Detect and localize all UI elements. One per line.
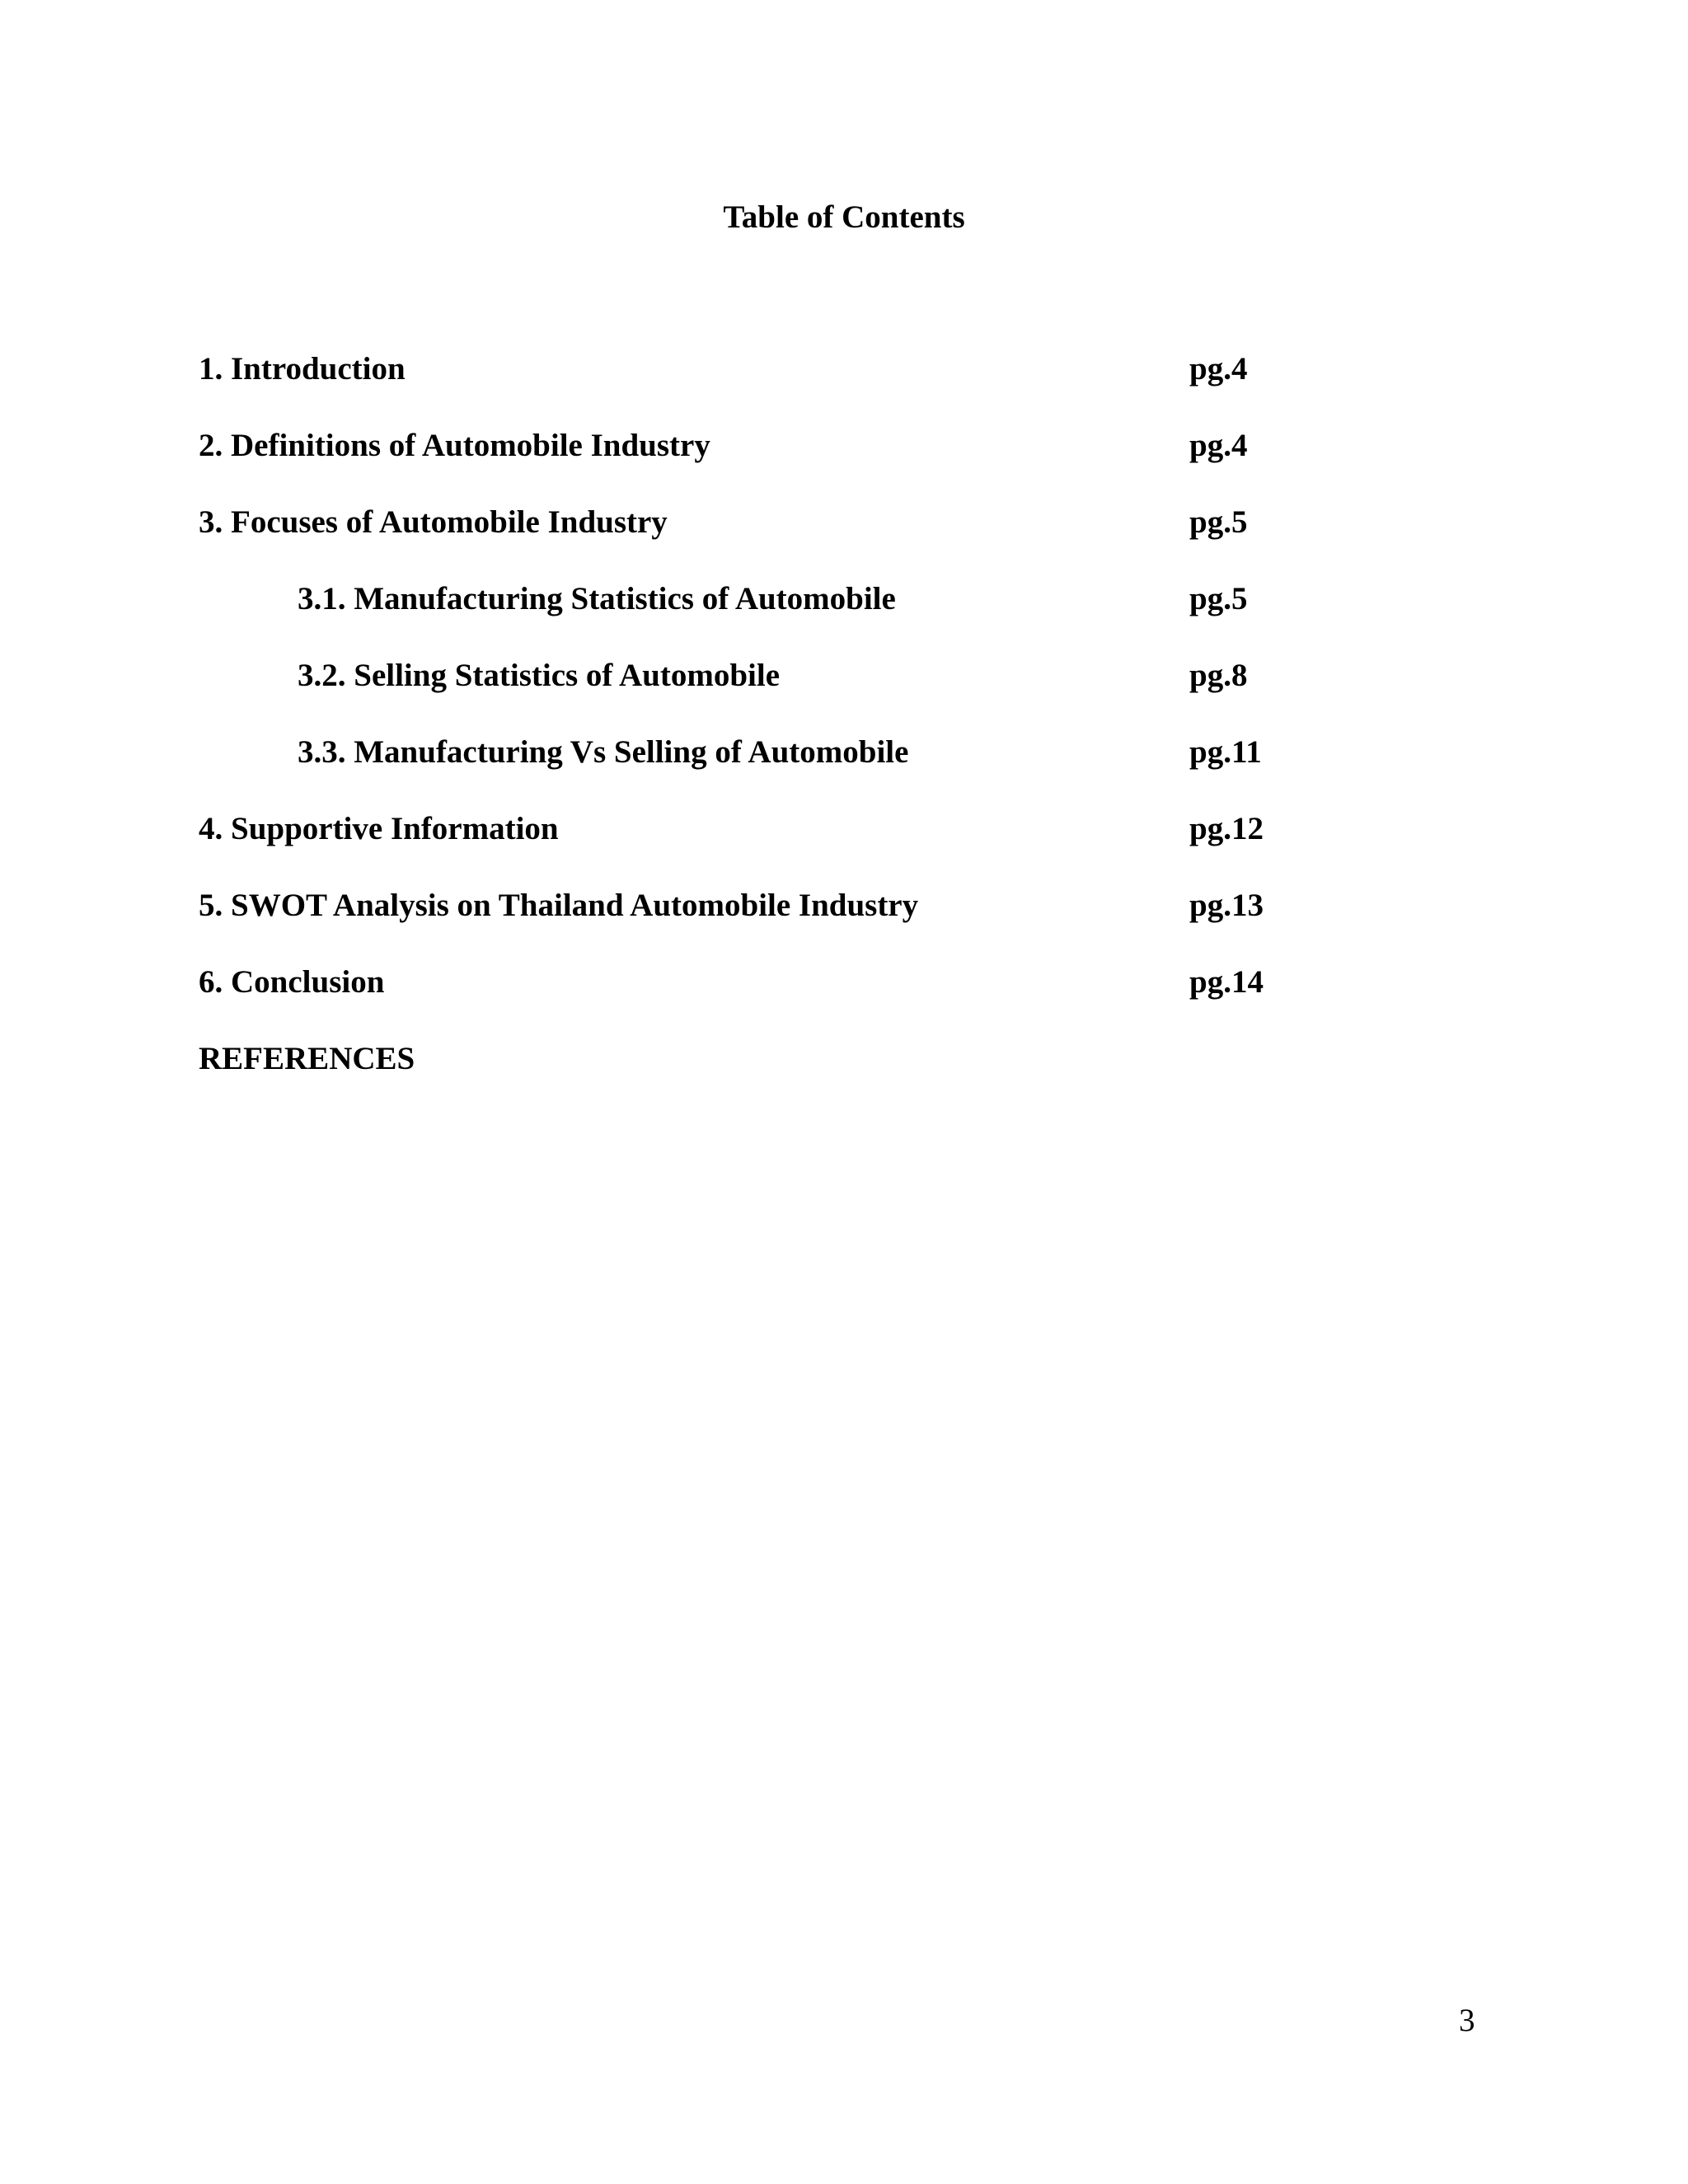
- page-number: 3: [1459, 2003, 1475, 2038]
- toc-entry-page: pg.4: [1189, 351, 1248, 387]
- toc-entry-page: pg.8: [1189, 658, 1248, 693]
- toc-entry-page: pg.14: [1189, 964, 1264, 1000]
- toc-entry-manufacturing-statistics: [199, 576, 1517, 653]
- toc-entry-label: 3.2. Selling Statistics of Automobile: [298, 658, 781, 693]
- toc-entry-page: pg.12: [1189, 811, 1264, 846]
- toc-entry-page: pg.5: [1189, 581, 1248, 616]
- toc-entry-page: pg.13: [1189, 888, 1264, 923]
- toc-entry-selling-statistics: [199, 653, 1517, 729]
- toc-entry-page: pg.11: [1189, 734, 1262, 770]
- toc-entry-page: pg.4: [1189, 428, 1248, 463]
- toc-entry-manufacturing-vs-selling: [199, 729, 1517, 806]
- toc-entry-label: 3. Focuses of Automobile Industry: [199, 504, 668, 540]
- toc-entry-page: pg.5: [1189, 504, 1248, 540]
- toc-entry-label: 2. Definitions of Automobile Industry: [199, 428, 710, 463]
- toc-entry-label: 5. SWOT Analysis on Thailand Automobile Industry: [199, 888, 919, 923]
- toc-entry-introduction: [199, 346, 1517, 423]
- toc-entry-label: 3.3. Manufacturing Vs Selling of Automobile: [298, 734, 909, 770]
- toc-entry-label: 3.1. Manufacturing Statistics of Automobile: [298, 581, 896, 616]
- toc-title: Table of Contents: [723, 199, 965, 235]
- toc-entry-conclusion: [199, 959, 1517, 1036]
- toc-list: [199, 346, 1517, 1113]
- toc-entry-label: REFERENCES: [199, 1041, 415, 1076]
- toc-entry-label: 6. Conclusion: [199, 964, 385, 1000]
- toc-entry-definitions: [199, 423, 1517, 499]
- toc-entry-label: 4. Supportive Information: [199, 811, 559, 846]
- toc-entry-label: 1. Introduction: [199, 351, 406, 387]
- toc-entry-focuses: [199, 499, 1517, 576]
- toc-entry-supportive-information: [199, 806, 1517, 883]
- toc-entry-swot-analysis: [199, 883, 1517, 959]
- toc-entry-references: [199, 1036, 1517, 1113]
